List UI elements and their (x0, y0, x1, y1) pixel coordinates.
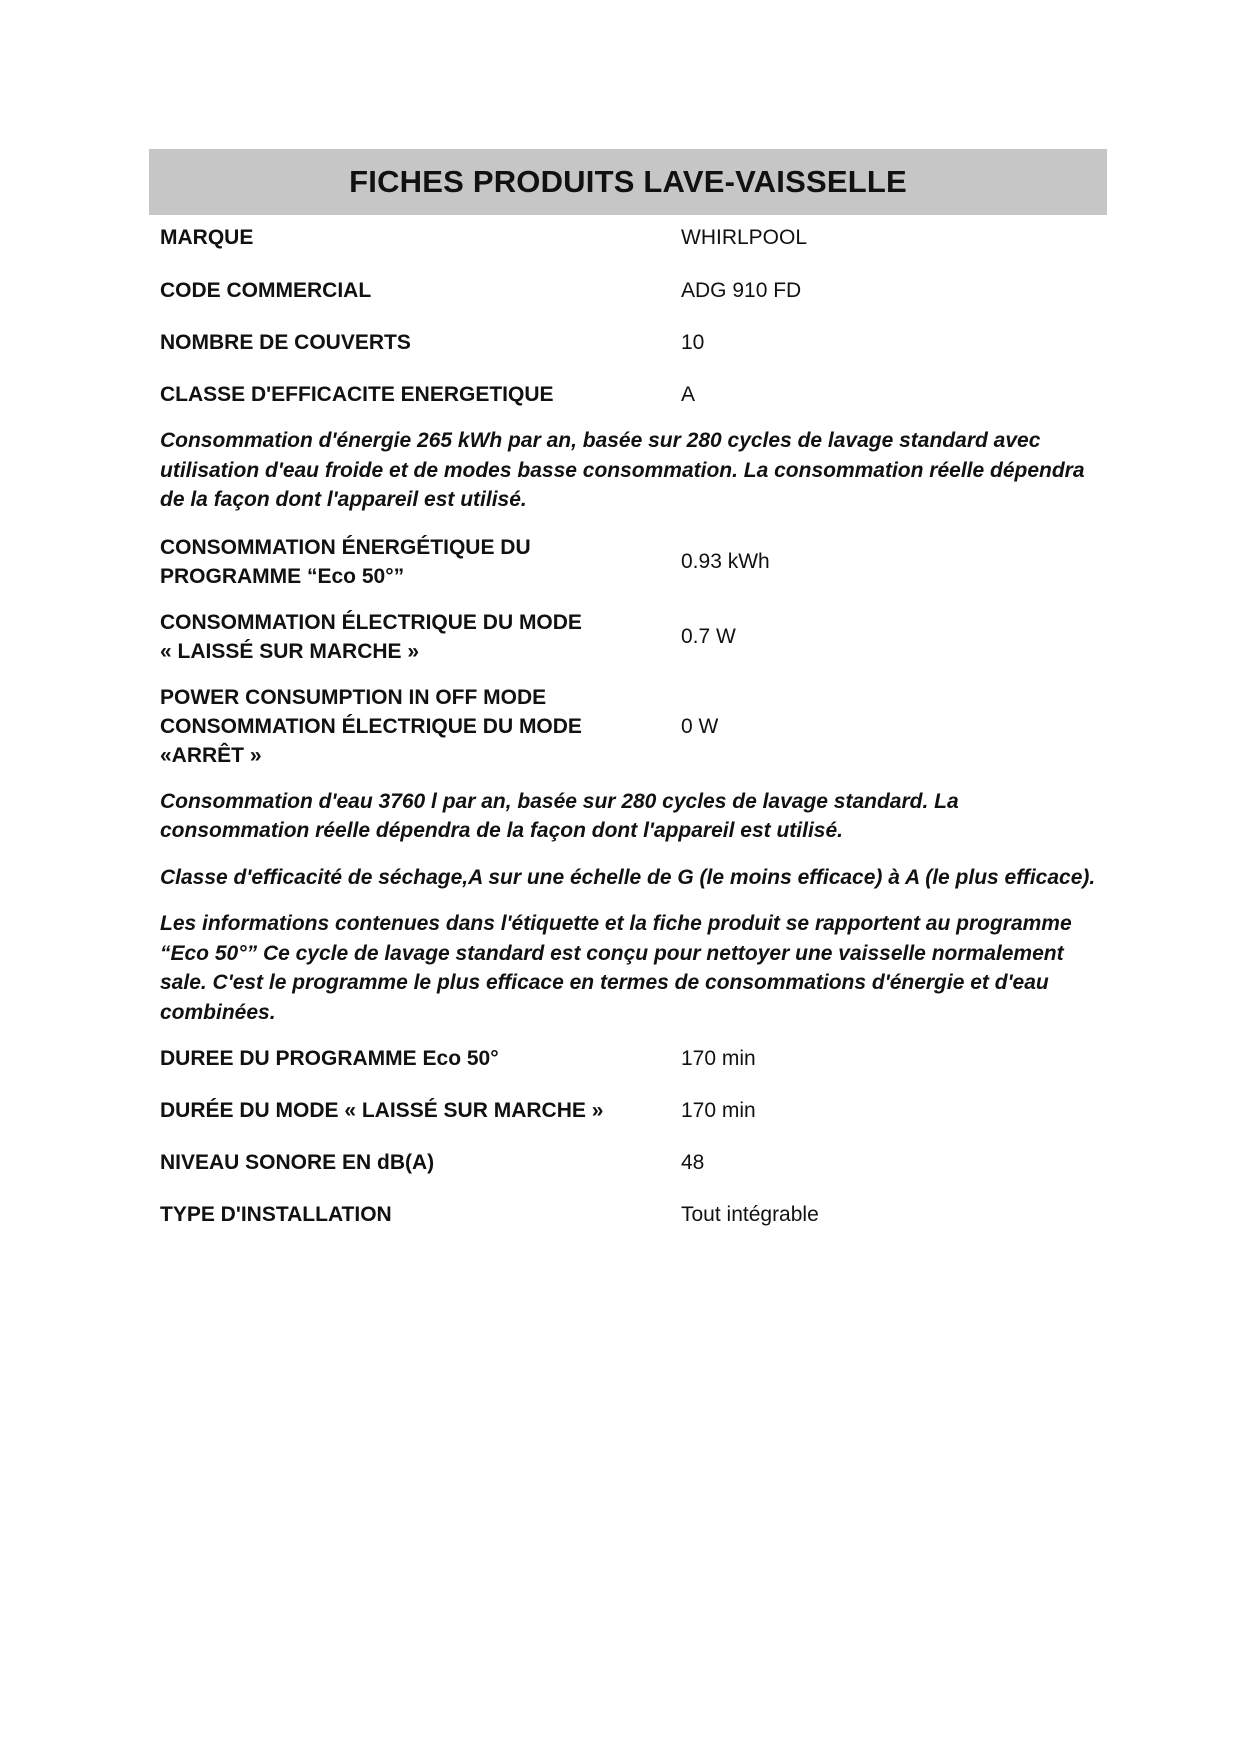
spec-value: 170 min (681, 1047, 756, 1070)
spec-row-left-on-duration (160, 1096, 1096, 1125)
spec-row-energy-class (160, 380, 1096, 409)
spec-value: 0 W (681, 714, 719, 738)
spec-label-line: PROGRAMME “Eco 50°” (160, 564, 405, 588)
spec-label-line: POWER CONSUMPTION IN OFF MODE (160, 685, 547, 709)
spec-row-place-settings (160, 328, 1096, 357)
note-drying-class: Classe d'efficacité de séchage,A sur une échelle de G (le moins efficace) à A (le plus efficace). (160, 865, 1096, 889)
spec-value: WHIRLPOOL (681, 226, 808, 249)
spec-label (160, 533, 681, 591)
spec-row-brand (160, 223, 1096, 252)
spec-label: DUREE DU PROGRAMME Eco 50° (160, 1047, 499, 1070)
spec-row-noise-level (160, 1148, 1096, 1177)
spec-label: CLASSE D'EFFICACITE ENERGETIQUE (160, 383, 554, 406)
spec-row-installation-type (160, 1200, 1096, 1229)
spec-label: CODE COMMERCIAL (160, 279, 372, 302)
spec-row-programme-duration (160, 1044, 1096, 1073)
spec-label: NOMBRE DE COUVERTS (160, 331, 411, 354)
note-eco-programme: Les informations contenues dans l'étiquette et la fiche produit se rapportent au programme “Eco 50°” Ce cycle de lavage standard est conçu pour nettoyer une vaisselle normalement sale. C'est le programme le plus efficace en termes de consommations d'énergie et d'eau combinées. (160, 912, 1072, 1024)
spec-label-line: «ARRÊT » (160, 743, 262, 767)
spec-value: 170 min (681, 1099, 756, 1122)
spec-label (160, 608, 681, 666)
spec-label-line: CONSOMMATION ÉLECTRIQUE DU MODE (160, 714, 582, 738)
spec-value: 0.93 kWh (681, 550, 770, 573)
note-energy-consumption: Consommation d'énergie 265 kWh par an, basée sur 280 cycles de lavage standard avec utilisation d'eau froide et de modes basse consommation. La consommation réelle dépendra de la façon dont l'appareil est utilisé. (160, 429, 1085, 511)
spec-value: A (681, 383, 696, 406)
spec-value: 0.7 W (681, 625, 736, 648)
spec-label (160, 683, 681, 770)
spec-label: TYPE D'INSTALLATION (160, 1203, 392, 1226)
spec-value: Tout intégrable (681, 1203, 819, 1226)
spec-row-commercial-code (160, 276, 1096, 305)
sheet-title: FICHES PRODUITS LAVE-VAISSELLE (149, 149, 1107, 215)
note-water-consumption: Consommation d'eau 3760 l par an, basée sur 280 cycles de lavage standard. La consommation réelle dépendra de la façon dont l'appareil est utilisé. (160, 789, 959, 842)
spec-label: DURÉE DU MODE « LAISSÉ SUR MARCHE » (160, 1099, 604, 1122)
spec-label-line: « LAISSÉ SUR MARCHE » (160, 639, 420, 663)
spec-row-off-mode-power (160, 683, 1096, 770)
spec-value: 48 (681, 1151, 705, 1174)
spec-row-left-on-power (160, 608, 1096, 666)
spec-row-programme-energy (160, 533, 1096, 591)
spec-label-line: CONSOMMATION ÉNERGÉTIQUE DU (160, 535, 531, 559)
spec-label: MARQUE (160, 226, 254, 249)
product-sheet (149, 149, 1107, 1229)
spec-label: NIVEAU SONORE EN dB(A) (160, 1151, 435, 1174)
spec-list (149, 223, 1107, 1229)
spec-label-line: CONSOMMATION ÉLECTRIQUE DU MODE (160, 610, 582, 634)
spec-value: ADG 910 FD (681, 279, 802, 302)
spec-value: 10 (681, 331, 705, 354)
